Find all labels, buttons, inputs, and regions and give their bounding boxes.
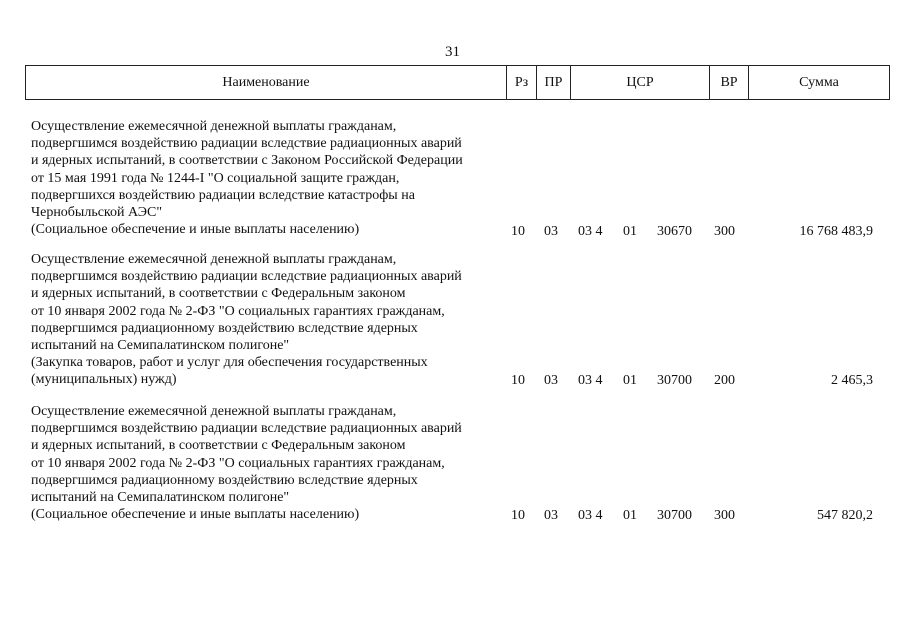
- row-csr-direction: 30700: [657, 373, 692, 388]
- column-header-rz: Рз: [507, 66, 537, 99]
- row-csr-subprogram: 01: [623, 373, 637, 388]
- row-vr: 300: [714, 508, 735, 523]
- row-rz: 10: [511, 373, 525, 388]
- column-header-vr: ВР: [710, 66, 749, 99]
- column-header-name: Наименование: [26, 66, 507, 99]
- row-sum: 547 820,2: [817, 508, 873, 523]
- row-csr-direction: 30670: [657, 224, 692, 239]
- row-description: Осуществление ежемесячной денежной выплаты гражданам, подвергшимся воздействию радиации вследствие радиационных аварий и ядерных испытаний, в соответствии с Федеральным законом от 10 января 2002 года № 2-ФЗ "О социальных гарантиях гражданам, подвергшимся радиационному воздействию вследствие ядерных испытаний на Семипалатинском полигоне" (Закупка товаров, работ и услуг для обеспечения государственных (муниципальных) нужд): [31, 252, 462, 388]
- row-csr-direction: 30700: [657, 508, 692, 523]
- row-sum: 2 465,3: [831, 373, 873, 388]
- table-header: [25, 65, 890, 100]
- row-csr-program: 03 4: [578, 508, 603, 523]
- row-description: Осуществление ежемесячной денежной выплаты гражданам, подвергшимся воздействию радиации вследствие радиационных аварий и ядерных испытаний, в соответствии с Законом Российской Федерации от 15 мая 1991 года № 1244-I "О социальной защите граждан, подвергшихся воздействию радиации вследствие катастрофы на Чернобыльской АЭС" (Социальное обеспечение и иные выплаты населению): [31, 119, 463, 238]
- row-csr-subprogram: 01: [623, 224, 637, 239]
- row-pr: 03: [544, 508, 558, 523]
- row-csr-program: 03 4: [578, 373, 603, 388]
- row-rz: 10: [511, 224, 525, 239]
- row-csr-program: 03 4: [578, 224, 603, 239]
- row-vr: 300: [714, 224, 735, 239]
- row-rz: 10: [511, 508, 525, 523]
- row-description: Осуществление ежемесячной денежной выплаты гражданам, подвергшимся воздействию радиации вследствие радиационных аварий и ядерных испытаний, в соответствии с Федеральным законом от 10 января 2002 года № 2-ФЗ "О социальных гарантиях гражданам, подвергшимся радиационному воздействию вследствие ядерных испытаний на Семипалатинском полигоне" (Социальное обеспечение и иные выплаты населению): [31, 404, 462, 523]
- row-sum: 16 768 483,9: [799, 224, 873, 239]
- column-header-pr: ПР: [537, 66, 571, 99]
- row-pr: 03: [544, 373, 558, 388]
- column-header-sum: Сумма: [799, 74, 839, 90]
- column-header-csr: ЦСР: [571, 66, 710, 99]
- row-pr: 03: [544, 224, 558, 239]
- row-csr-subprogram: 01: [623, 508, 637, 523]
- row-vr: 200: [714, 373, 735, 388]
- page-number: 31: [445, 44, 460, 60]
